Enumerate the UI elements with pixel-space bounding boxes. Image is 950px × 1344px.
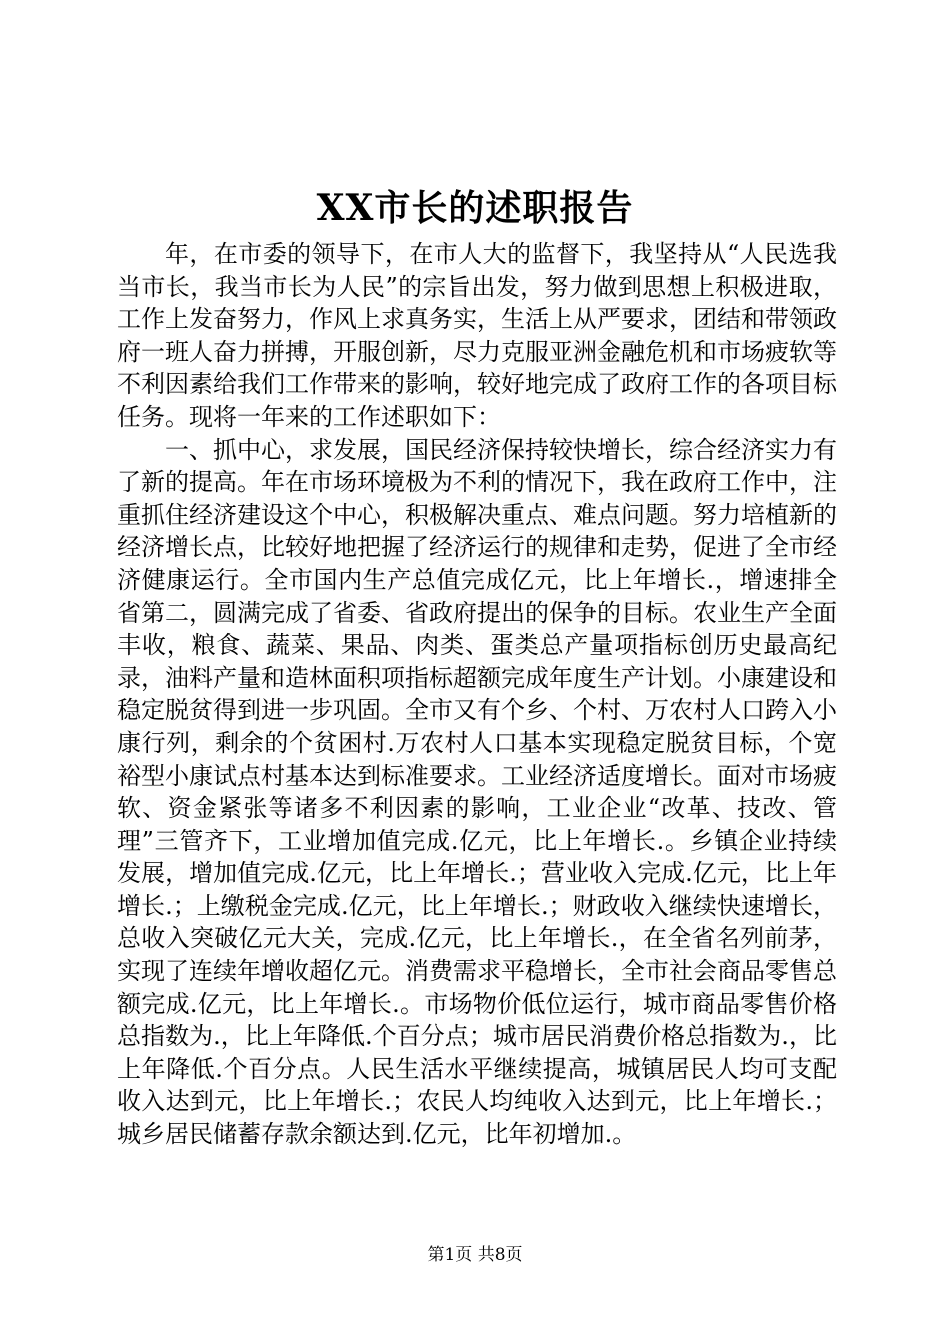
paragraph-intro: 年，在市委的领导下，在市人大的监督下，我坚持从“人民选我当市长，我当市长为人民”的宗旨出发，努力做到思想上积极进取，工作上发奋努力，作风上求真务实，生活上从严要求，团结和带领政府一班人奋力拼搏，开服创新，尽力克服亚洲金融危机和市场疲软等不利因素给我们工作带来的影响，较好地完成了政府工作的各项目标任务。现将一年来的工作述职如下： xyxy=(117,240,837,431)
document-body xyxy=(117,238,837,1151)
document-title: XX市长的述职报告 xyxy=(316,187,634,229)
paragraph-section-one: 一、抓中心，求发展，国民经济保持较快增长，综合经济实力有了新的提高。年在市场环境极为不利的情况下，我在政府工作中，注重抓住经济建设这个中心，积极解决重点、难点问题。努力培植新的经济增长点，比较好地把握了经济运行的规律和走势，促进了全市经济健康运行。全市国内生产总值完成亿元，比上年增长.，增速排全省第二，圆满完成了省委、省政府提出的保争的目标。农业生产全面丰收，粮食、蔬菜、果品、肉类、蛋类总产量项指标创历史最高纪录，油料产量和造林面积项指标超额完成年度生产计划。小康建设和稳定脱贫得到进一步巩固。全市又有个乡、个村、万农村人口跨入小康行列，剩余的个贫困村.万农村人口基本实现稳定脱贫目标，个宽裕型小康试点村基本达到标准要求。工业经济适度增长。面对市场疲软、资金紧张等诸多不利因素的影响，工业企业“改革、技改、管理”三管齐下，工业增加值完成.亿元，比上年增长.。乡镇企业持续发展，增加值完成.亿元，比上年增长.；营业收入完成.亿元，比上年增长.；上缴税金完成.亿元，比上年增长.；财政收入继续快速增长，总收入突破亿元大关，完成.亿元，比上年增长.，在全省名列前茅，实现了连续年增收超亿元。消费需求平稳增长，全市社会商品零售总额完成.亿元，比上年增长.。市场物价低位运行，城市商品零售价格总指数为.，比上年降低.个百分点；城市居民消费价格总指数为.，比上年降低.个百分点。人民生活水平继续提高，城镇居民人均可支配收入达到元，比上年增长.；农民人均纯收入达到元，比上年增长.；城乡居民储蓄存款余额达到.亿元，比年初增加.。 xyxy=(117,435,837,1149)
page-number-footer: 第1页 共8页 xyxy=(427,1245,523,1265)
